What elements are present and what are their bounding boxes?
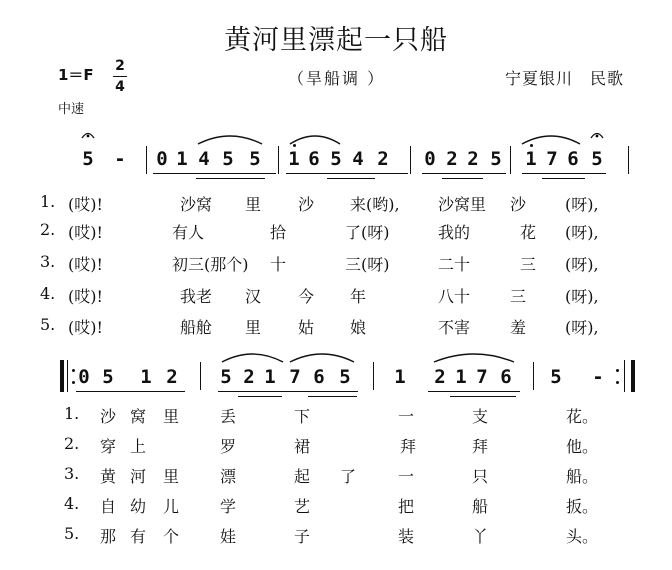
lyric-word: 艺 xyxy=(294,497,311,516)
lyric-word: 姑 xyxy=(298,318,315,337)
jianpu-note: 2 xyxy=(377,148,389,170)
lyric-word: 学 xyxy=(220,497,237,516)
jianpu-note: 0 xyxy=(156,148,168,170)
verse-number: 5. xyxy=(64,524,80,543)
lyric-word: 把 xyxy=(398,497,415,516)
lyric-intro: (哎)! xyxy=(68,318,103,337)
meter-top: 2 xyxy=(115,58,125,74)
lyric-word: 八十 xyxy=(438,287,471,306)
lyric-word: 穿 xyxy=(100,437,117,456)
lyric-word: (呀), xyxy=(565,195,599,214)
lyric-word: 有人 xyxy=(172,223,205,242)
lyric-word: 只 xyxy=(472,467,489,486)
lyric-word: (呀), xyxy=(565,223,599,242)
lyric-word: 沙窝里 xyxy=(438,195,487,214)
lyric-word: (呀), xyxy=(565,287,599,306)
jianpu-note: 5 xyxy=(339,366,351,388)
lyric-word: 初三(那个) xyxy=(172,255,249,274)
verse-number: 1. xyxy=(64,404,80,423)
jianpu-note: 5 xyxy=(249,148,261,170)
lyric-word: 沙窝 xyxy=(180,195,213,214)
verse-number: 4. xyxy=(40,284,56,303)
jianpu-note: 1 xyxy=(525,148,537,170)
lyric-word: 自 xyxy=(100,497,117,516)
tempo-marking: 中速 xyxy=(58,102,85,117)
lyric-intro: (哎)! xyxy=(68,287,103,306)
lyric-word: 子 xyxy=(294,527,311,546)
lyric-word: 黄 xyxy=(100,467,117,486)
jianpu-note: 5 xyxy=(490,148,502,170)
jianpu-note: 5 xyxy=(220,366,232,388)
lyric-word: 装 xyxy=(398,527,415,546)
jianpu-note: 1 xyxy=(455,366,467,388)
repeat-start-thick xyxy=(60,360,64,392)
barline xyxy=(200,362,201,390)
lyric-word: 上 xyxy=(130,437,147,456)
jianpu-note: 5 xyxy=(550,366,562,388)
lyric-word: 船舱 xyxy=(180,318,213,337)
jianpu-note: 7 xyxy=(476,366,488,388)
lyric-word: 来(哟), xyxy=(350,195,400,214)
repeat-dot xyxy=(72,369,75,372)
jianpu-note: 5 xyxy=(591,148,603,170)
lyric-word: 拜 xyxy=(400,437,417,456)
beam-underline xyxy=(238,396,282,397)
song-title: 黄河里漂起一只船 xyxy=(224,25,448,56)
lyric-word: 了 xyxy=(340,467,357,486)
lyric-word: 羞 xyxy=(510,318,527,337)
jianpu-note: - xyxy=(114,148,126,170)
lyric-word: 里 xyxy=(245,195,262,214)
lyric-word: 丫 xyxy=(472,527,489,546)
lyric-intro: (哎)! xyxy=(68,195,103,214)
lyric-word: 他。 xyxy=(566,437,599,456)
lyric-word: 漂 xyxy=(220,467,237,486)
verse-number: 1. xyxy=(40,192,56,211)
lyric-intro: (哎)! xyxy=(68,255,103,274)
jianpu-note: 7 xyxy=(546,148,558,170)
repeat-start-thin xyxy=(67,360,68,392)
verse-number: 2. xyxy=(40,220,56,239)
lyric-word: 里 xyxy=(163,407,180,426)
jianpu-note: 1 xyxy=(140,366,152,388)
key-signature: 1＝F xyxy=(58,66,94,84)
meter-bottom: 4 xyxy=(115,79,125,95)
lyric-word: 娘 xyxy=(350,318,367,337)
lyric-word: 汉 xyxy=(245,287,262,306)
barline xyxy=(533,362,534,390)
jianpu-note: 2 xyxy=(446,148,458,170)
beam-underline xyxy=(218,391,358,392)
lyric-word: 那 xyxy=(100,527,117,546)
lyric-word: 一 xyxy=(398,407,415,426)
lyric-word: 有 xyxy=(130,527,147,546)
lyric-word: 河 xyxy=(130,467,147,486)
song-subtitle: （旱船调 ） xyxy=(288,69,386,88)
lyric-word: 十 xyxy=(270,255,287,274)
jianpu-note: 2 xyxy=(467,148,479,170)
lyric-word: 娃 xyxy=(220,527,237,546)
lyric-word: 拾 xyxy=(270,223,287,242)
lyric-word: (呀), xyxy=(565,255,599,274)
lyric-word: (呀), xyxy=(565,318,599,337)
lyric-word: 我老 xyxy=(180,287,213,306)
lyric-word: 支 xyxy=(472,407,489,426)
lyric-word: 沙 xyxy=(298,195,315,214)
jianpu-note: 6 xyxy=(500,366,512,388)
jianpu-note: 1 xyxy=(394,366,406,388)
lyric-word: 头。 xyxy=(566,527,599,546)
lyric-word: 丢 xyxy=(220,407,237,426)
jianpu-note: 7 xyxy=(289,366,301,388)
lyric-word: 船。 xyxy=(566,467,599,486)
lyric-word: 拜 xyxy=(472,437,489,456)
lyric-word: 沙 xyxy=(100,407,117,426)
jianpu-note: - xyxy=(592,366,604,388)
verse-number: 2. xyxy=(64,434,80,453)
jianpu-note: 5 xyxy=(222,148,234,170)
lyric-word: 里 xyxy=(163,467,180,486)
lyric-word: 罗 xyxy=(220,437,237,456)
lyric-word: 儿 xyxy=(163,497,180,516)
verse-number: 3. xyxy=(64,464,80,483)
lyric-word: 二十 xyxy=(438,255,471,274)
jianpu-note: 6 xyxy=(567,148,579,170)
jianpu-note: 1 xyxy=(264,366,276,388)
jianpu-note: 2 xyxy=(166,366,178,388)
verse-number: 5. xyxy=(40,315,56,334)
lyric-word: 扳。 xyxy=(566,497,599,516)
lyric-word: 起 xyxy=(294,467,311,486)
lyric-word: 三 xyxy=(510,287,527,306)
lyric-word: 幼 xyxy=(130,497,147,516)
jianpu-note: 4 xyxy=(198,148,210,170)
jianpu-note: 5 xyxy=(330,148,342,170)
jianpu-note: 0 xyxy=(78,366,90,388)
lyric-word: 了(呀) xyxy=(345,223,390,242)
verse-number: 4. xyxy=(64,494,80,513)
beam-underline xyxy=(450,396,516,397)
lyric-word: 里 xyxy=(245,318,262,337)
jianpu-note: 6 xyxy=(308,148,320,170)
lyric-word: 年 xyxy=(350,287,367,306)
lyric-word: 三 xyxy=(520,255,537,274)
lyric-word: 不害 xyxy=(438,318,471,337)
lyric-word: 窝 xyxy=(130,407,147,426)
jianpu-note: 5 xyxy=(102,366,114,388)
repeat-end-thick xyxy=(631,360,635,392)
repeat-dot xyxy=(616,381,619,384)
jianpu-note: 1 xyxy=(176,148,188,170)
lyric-word: 花 xyxy=(520,223,537,242)
beam-underline xyxy=(308,396,357,397)
repeat-dot xyxy=(616,369,619,372)
jianpu-note: 4 xyxy=(352,148,364,170)
jianpu-note: 2 xyxy=(243,366,255,388)
beam-underline xyxy=(76,391,185,392)
repeat-end-thin xyxy=(624,360,625,392)
repeat-dot xyxy=(72,381,75,384)
lyric-word: 船 xyxy=(472,497,489,516)
beam-underline xyxy=(428,391,520,392)
song-credit: 宁夏银川 民歌 xyxy=(505,69,625,88)
lyric-word: 我的 xyxy=(438,223,471,242)
lyric-word: 一 xyxy=(398,467,415,486)
lyric-word: 裙 xyxy=(294,437,311,456)
lyric-word: 沙 xyxy=(510,195,527,214)
lyric-word: 下 xyxy=(294,407,311,426)
jianpu-note: 1 xyxy=(288,148,300,170)
jianpu-note: 2 xyxy=(434,366,446,388)
barline xyxy=(373,362,374,390)
verse-number: 3. xyxy=(40,252,56,271)
lyric-word: 今 xyxy=(298,287,315,306)
lyric-word: 三(呀) xyxy=(345,255,390,274)
jianpu-note: 0 xyxy=(424,148,436,170)
lyric-word: 花。 xyxy=(566,407,599,426)
jianpu-note: 5 xyxy=(82,148,94,170)
jianpu-note: 6 xyxy=(313,366,325,388)
lyric-word: 个 xyxy=(163,527,180,546)
lyric-intro: (哎)! xyxy=(68,223,103,242)
